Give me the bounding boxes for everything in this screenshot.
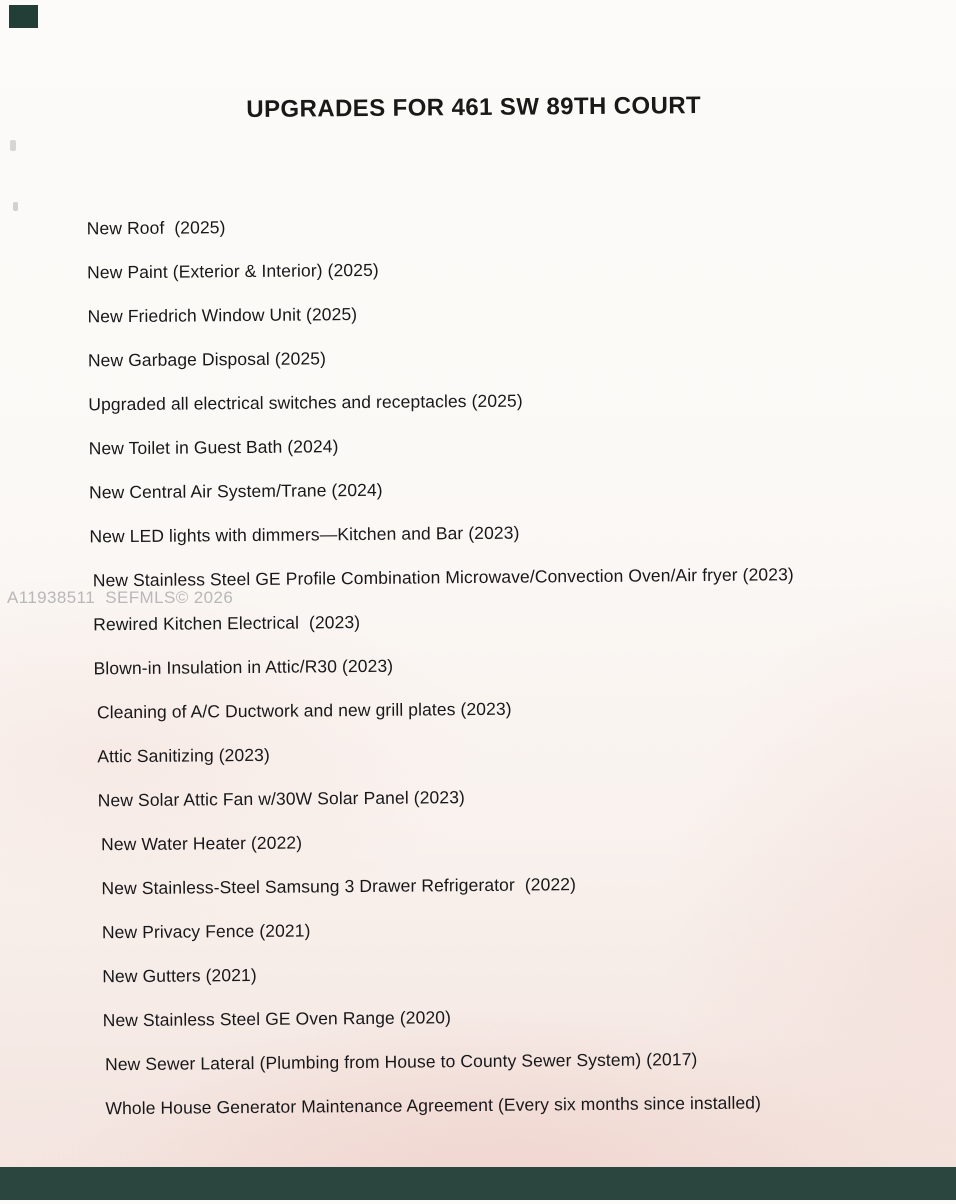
footer-bar: [0, 1167, 956, 1200]
page-title: UPGRADES FOR 461 SW 89TH COURT: [246, 92, 702, 124]
list-item: New Central Air System/Trane (2024): [88, 479, 383, 503]
upgrade-list: [87, 200, 799, 1130]
scan-speck: [10, 140, 16, 151]
corner-mark: [9, 5, 38, 28]
list-item: Attic Sanitizing (2023): [97, 744, 270, 767]
list-item: New Garbage Disposal (2025): [87, 348, 327, 371]
list-item: New Water Heater (2022): [101, 832, 303, 855]
list-item: Cleaning of A/C Ductwork and new grill plates (2023): [96, 698, 512, 723]
list-item: New Sewer Lateral (Plumbing from House to County Sewer System) (2017): [104, 1049, 698, 1075]
list-item: New Roof (2025): [86, 217, 226, 239]
list-item: New Toilet in Guest Bath (2024): [88, 436, 339, 459]
list-item: New Friedrich Window Unit (2025): [87, 304, 358, 327]
scan-speck: [13, 202, 18, 211]
list-item: Upgraded all electrical switches and receptacles (2025): [88, 390, 523, 415]
list-item: New Stainless Steel GE Profile Combination Microwave/Convection Oven/Air fryer (2023): [92, 564, 794, 591]
mls-watermark: A11938511 SEFMLS© 2026: [7, 588, 234, 607]
list-item: Blown-in Insulation in Attic/R30 (2023): [93, 655, 394, 679]
list-item: New Stainless Steel GE Oven Range (2020): [102, 1007, 452, 1031]
list-item: New Solar Attic Fan w/30W Solar Panel (2023): [97, 787, 466, 811]
list-item: New Privacy Fence (2021): [101, 920, 311, 943]
list-item: Whole House Generator Maintenance Agreement (Every six months since installed): [105, 1092, 762, 1119]
list-item: New LED lights with dimmers—Kitchen and Bar (2023): [89, 522, 520, 547]
list-item: New Gutters (2021): [102, 964, 257, 987]
list-item: Rewired Kitchen Electrical (2023): [93, 612, 361, 635]
list-item: New Stainless-Steel Samsung 3 Drawer Refrigerator (2022): [101, 874, 577, 899]
list-item: New Paint (Exterior & Interior) (2025): [87, 259, 379, 283]
